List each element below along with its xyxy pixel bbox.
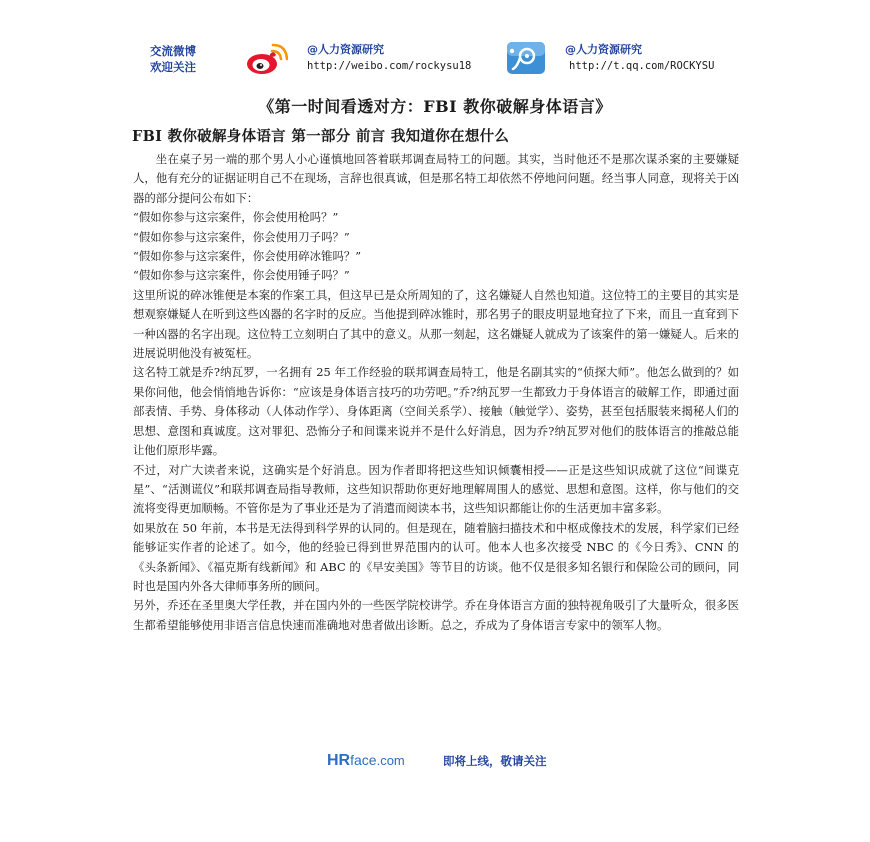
paragraph: “假如你参与这宗案件，你会使用锤子吗？” — [133, 268, 350, 283]
paragraph: 这名特工就是乔?纳瓦罗，一名拥有 25 年工作经验的联邦调查局特工，他是名副其实的“侦探大师”。他怎么做到的？如果你问他，他会悄悄地告诉你：“应该是身体语言技巧的功劳吧。”乔?纳瓦罗一生都致力于身体语言的破解工作，即通过面部表情、手势、身体移动（人体动作学）、身体距离（空间关系学）、接触（触觉学）、姿势，甚至包括服装来揭秘人们的思想、意图和真诚度。这对罪犯、恐怖分子和间谍来说并不是什么好消息，因为乔?纳瓦罗对他们的肢体语言的推敲总能让他们原形毕露。 — [133, 365, 739, 458]
weibo-url-link[interactable]: http://weibo.com/rockysu18 — [307, 60, 472, 72]
hrface-logo-hr: HR — [327, 752, 351, 769]
tencent-weibo-logo-icon[interactable] — [506, 41, 546, 75]
document-body — [133, 150, 739, 635]
document-title: 《第一时间看透对方：FBI 教你破解身体语言》 — [258, 97, 612, 116]
weibo-account-name: @人力资源研究 — [307, 43, 384, 56]
paragraph: “假如你参与这宗案件，你会使用刀子吗？” — [133, 229, 350, 244]
follow-label — [150, 43, 196, 75]
paragraph: “假如你参与这宗案件，你会使用碎冰锥吗？” — [133, 249, 362, 264]
paragraph: 这里所说的碎冰锥便是本案的作案工具，但这早已是众所周知的了，这名嫌疑人自然也知道。这位特工的主要目的其实是想观察嫌疑人在听到这些凶器的名字时的反应。当他提到碎冰锥时，那名男子的眼皮明显地耷拉了下来，而且一直耷到下一种凶器的名字出现。这位特工立刻明白了其中的意义。从那一刻起，这名嫌疑人就成为了该案件的第一嫌疑人。后来的进展说明他没有被冤枉。 — [133, 287, 739, 361]
paragraph: 如果放在 50 年前，本书是无法得到科学界的认同的。但是现在，随着脑扫描技术和中枢成像技术的发展，科学家们已经能够证实作者的论述了。如今，他的经验已得到世界范围内的认可。他本人也多次接受 NBC 的《今日秀》、CNN 的《头条新闻》、《福克斯有线新闻》和 ABC 的《早安美国》等节目的访谈。他不仅是很多知名银行和保险公司的顾问，同时也是国内外各大律师事务所的顾问。 — [133, 520, 739, 593]
hrface-logo[interactable] — [327, 752, 405, 770]
tqq-account-name: @人力资源研究 — [565, 43, 642, 56]
tqq-url-link[interactable]: http://t.qq.com/ROCKYSU — [569, 60, 715, 72]
weibo-account — [307, 42, 471, 74]
paragraph: 不过，对广大读者来说，这确实是个好消息。因为作者即将把这些知识倾囊相授——正是这些知识成就了这位“间谍克星”、“活测谎仪”和联邦调查局指导教师，这些知识帮助你更好地理解周围人的感觉、思想和意图。这样，你与他们的交流将变得更加顺畅。不管你是为了事业还是为了消遣而阅读本书，这些知识都能让你的生活更加丰富多彩。 — [133, 462, 739, 516]
header-banner — [0, 38, 870, 78]
hrface-logo-dotcom: .com — [376, 753, 405, 768]
paragraph: 另外，乔还在圣里奥大学任教，并在国内外的一些医学院校讲学。乔在身体语言方面的独特视角吸引了大量听众，很多医生都希望能够使用非语言信息快速而准确地对患者做出诊断。总之，乔成为了身体语言专家中的领军人物。 — [133, 598, 739, 632]
section-heading: FBI 教你破解身体语言 第一部分 前言 我知道你在想什么 — [132, 128, 510, 145]
paragraph: “假如你参与这宗案件，你会使用枪吗？” — [133, 210, 339, 225]
hrface-logo-face: face — [350, 752, 377, 768]
weibo-logo-icon[interactable] — [244, 42, 288, 76]
follow-label-line1: 交流微博 — [150, 44, 196, 58]
paragraph: 坐在桌子另一端的那个男人小心谨慎地回答着联邦调查局特工的问题。其实，当时他还不是那次谋杀案的主要嫌疑人，他有充分的证据证明自己不在现场，言辞也很真诚，但是那名特工却依然不停地问问题。经当事人同意，现将关于凶器的部分提问公布如下： — [133, 152, 739, 205]
follow-label-line2: 欢迎关注 — [150, 60, 196, 74]
tqq-account — [565, 42, 714, 74]
footer-slogan: 即将上线，敬请关注 — [443, 754, 547, 768]
